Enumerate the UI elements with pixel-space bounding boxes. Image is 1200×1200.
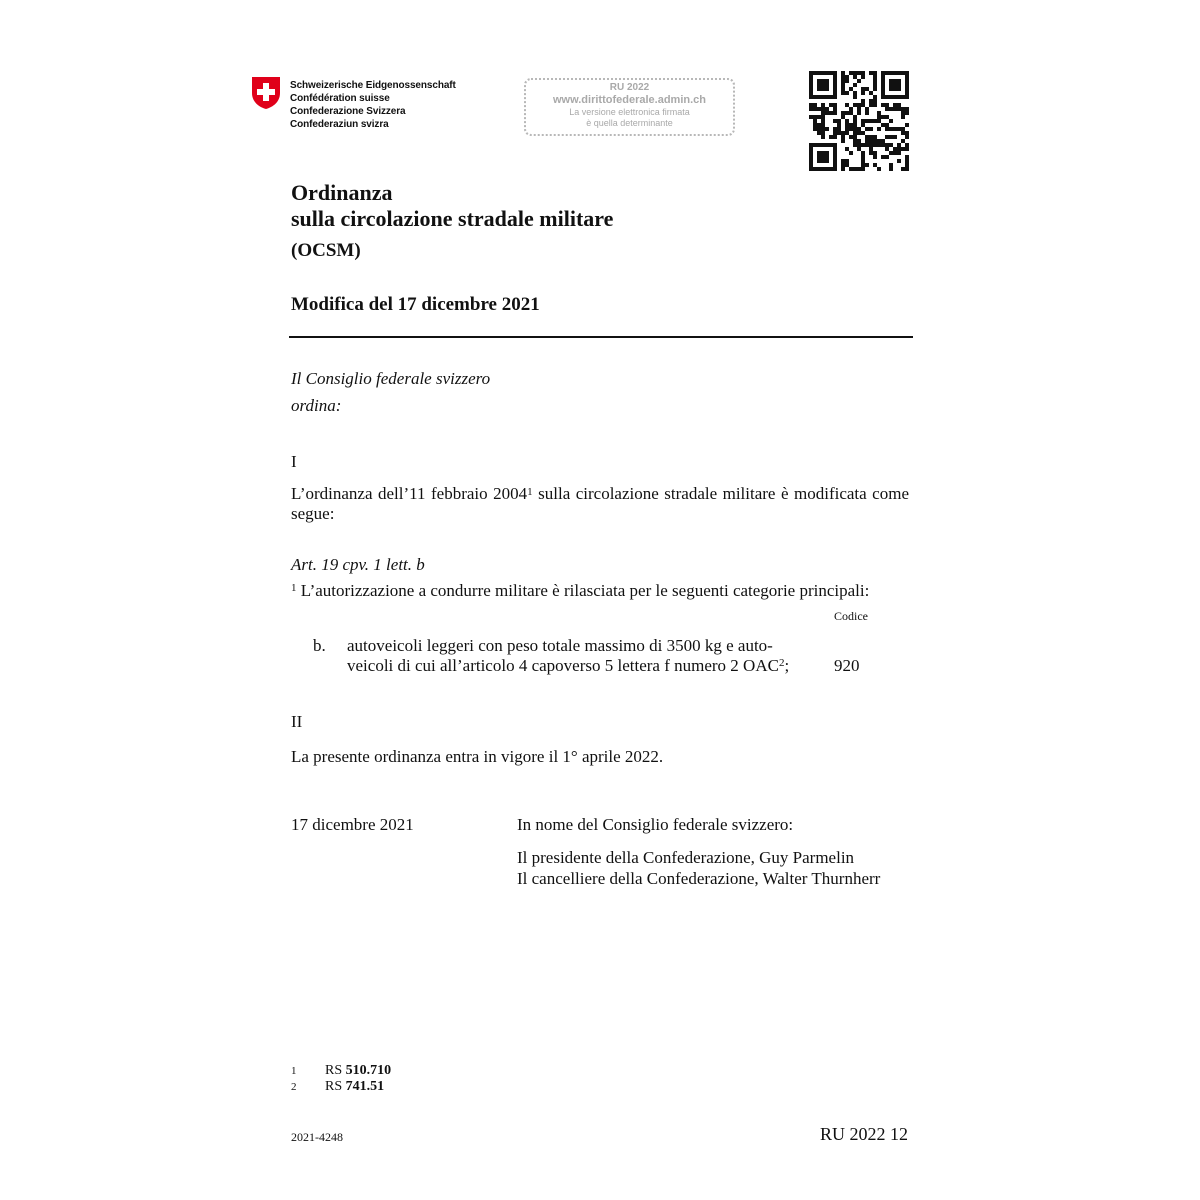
signature-president: Il presidente della Confederazione, Guy Parmelin (517, 848, 855, 867)
list-item-line-2 (347, 655, 789, 676)
footnote-ref-1[interactable]: 1 (527, 486, 533, 498)
footnote-reference-link[interactable]: 741.51 (345, 1079, 385, 1094)
list-item-code: 920 (834, 656, 860, 675)
confederation-name-rm: Confederaziun svizra (290, 119, 389, 130)
stamp-ru: RU 2022 (609, 82, 650, 93)
footnote-reference-link[interactable]: 510.710 (345, 1063, 392, 1078)
confederation-name-fr: Confédération suisse (290, 93, 390, 104)
confederation-name-block (290, 79, 456, 131)
article-heading: Art. 19 cpv. 1 lett. b (291, 555, 425, 574)
footnotes (291, 1063, 391, 1095)
section-ii-text: La presente ordinanza entra in vigore il 1° aprile 2022. (291, 747, 664, 766)
footnote-prefix: RS (325, 1079, 343, 1094)
document-number: 2021-4248 (291, 1130, 343, 1144)
stamp-url: www.dirittofederale.admin.ch (552, 94, 706, 106)
signature-on-behalf: In nome del Consiglio federale svizzero: (517, 815, 794, 834)
official-publication-stamp (524, 78, 735, 136)
stamp-note-2: è quella determinante (586, 118, 673, 128)
list-item-line-1: autoveicoli leggeri con peso totale massimo di 3500 kg e auto- (347, 636, 773, 655)
footnote-number: 1 (291, 1065, 297, 1077)
title-abbreviation: (OCSM) (291, 240, 361, 261)
signature-chancellor: Il cancelliere della Confederazione, Walter Thurnherr (517, 869, 881, 888)
section-i-intro (291, 484, 909, 524)
code-column-header: Codice (834, 609, 868, 623)
stamp-note-1: La versione elettronica firmata (569, 107, 690, 117)
footnote-1 (291, 1063, 391, 1079)
footnote-number: 2 (291, 1081, 297, 1093)
swiss-coat-of-arms-icon (251, 76, 281, 110)
preamble-line-2: ordina: (291, 396, 342, 415)
title-line-1: Ordinanza (291, 180, 393, 205)
intro-text-part-1: L’ordinanza dell’11 febbraio 2004 (291, 484, 528, 503)
footnote-ref-2[interactable]: 2 (778, 657, 785, 669)
list-item-line-2-text: veicoli di cui all’articolo 4 capoverso 5 lettera f numero 2 OAC (347, 656, 779, 675)
title-line-2: sulla circolazione stradale militare (291, 206, 614, 231)
intro-text-part-2: sulla circolazione stradale militare è modificata come segue: (291, 484, 909, 523)
confederation-name-de: Schweizerische Eidgenossenschaft (290, 80, 456, 91)
section-ii-numeral: II (291, 712, 303, 731)
footnote-2 (291, 1079, 391, 1095)
list-item-end: ; (784, 656, 790, 675)
amendment-date-heading: Modifica del 17 dicembre 2021 (291, 294, 540, 315)
paragraph-text: L’autorizzazione a condurre militare è rilasciata per le seguenti categorie principali: (296, 581, 870, 600)
footnote-prefix: RS (325, 1063, 343, 1078)
section-i-numeral: I (291, 452, 297, 471)
signature-date: 17 dicembre 2021 (291, 815, 414, 834)
confederation-name-it: Confederazione Svizzera (290, 106, 406, 117)
preamble-line-1: Il Consiglio federale svizzero (291, 369, 491, 388)
title-divider (289, 336, 913, 338)
list-item-letter: b. (313, 636, 326, 655)
ru-reference: RU 2022 12 (820, 1124, 909, 1144)
paragraph-number: 1 (291, 582, 297, 594)
qr-code-icon (809, 71, 909, 171)
article-paragraph-1 (291, 580, 869, 601)
document-title (291, 180, 613, 264)
